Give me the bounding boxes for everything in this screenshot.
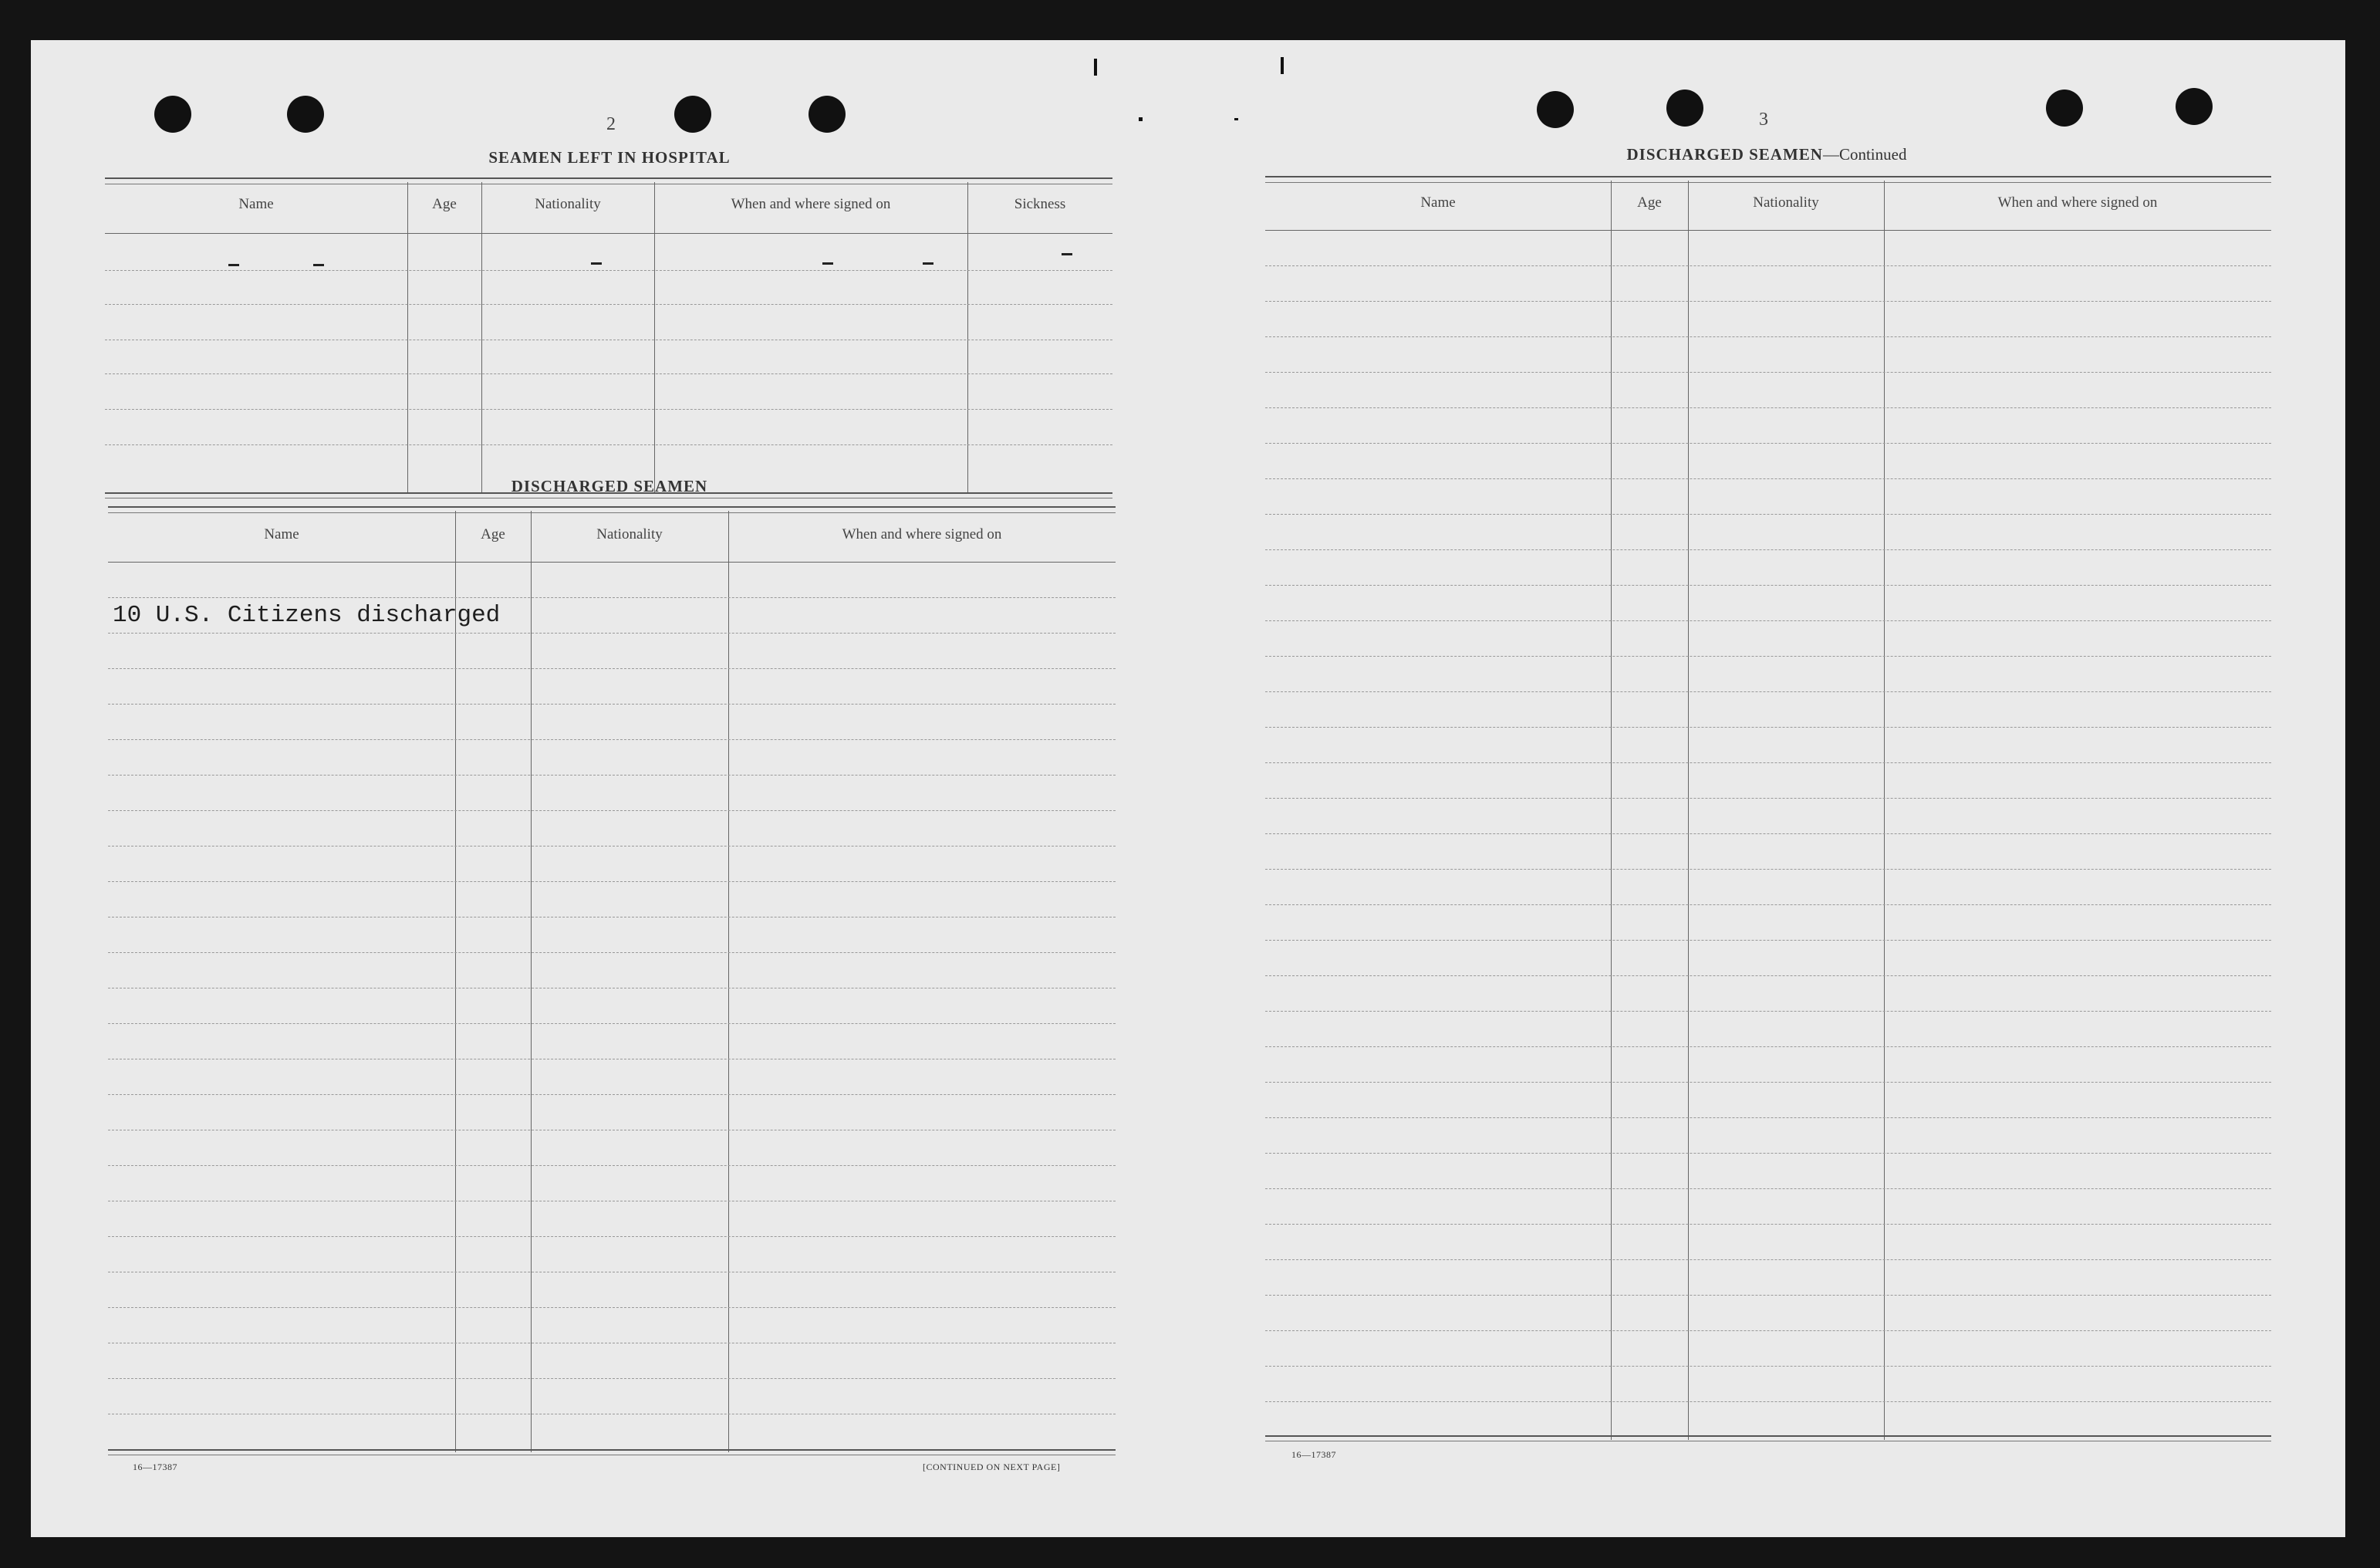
nil-dash [822,262,833,265]
stray-mark [1234,118,1238,120]
discharged-continued-title [1265,145,2268,164]
nil-dash [1062,253,1072,255]
column-header: Nationality [596,526,663,542]
hospital-section-title: SEAMEN LEFT IN HOSPITAL [488,148,731,167]
continued-note: [CONTINUED ON NEXT PAGE] [923,1462,1061,1472]
punch-hole [809,96,846,133]
nil-dash [923,262,933,265]
stray-mark [1139,117,1143,121]
nil-dash [228,264,239,266]
punch-hole [2176,88,2213,125]
nil-dash [591,262,602,265]
column-header: When and where signed on [1997,194,2158,211]
discharged-continued-table [1265,176,2271,1480]
column-header: Name [264,526,299,542]
discharged-section-title: DISCHARGED SEAMEN [511,477,708,495]
stray-mark [1094,59,1097,76]
column-header: Age [481,526,505,542]
column-header: When and where signed on [842,526,1002,542]
punch-hole [287,96,324,133]
punch-hole [1537,91,1574,128]
title-suffix: —Continued [1822,145,1907,164]
document-sheet [31,40,2345,1537]
punch-hole [154,96,191,133]
form-number: 16—17387 [133,1462,177,1472]
column-header: Sickness [1014,196,1066,212]
page-number: 2 [606,114,616,134]
column-header: Age [1637,194,1662,211]
punch-hole [2046,90,2083,127]
column-header: Age [432,196,457,212]
discharged-table [108,506,1116,1494]
nil-dash [313,264,324,266]
punch-hole [674,96,711,133]
page-number: 3 [1759,110,1768,130]
punch-hole [1666,90,1703,127]
typed-entry: 10 U.S. Citizens discharged [113,602,501,629]
hospital-table [105,177,1112,502]
column-header: Nationality [1753,194,1819,211]
column-header: Nationality [535,196,601,212]
column-header: Name [238,196,274,212]
column-header: Name [1420,194,1456,211]
stray-mark [1281,57,1284,74]
title-text: DISCHARGED SEAMEN [1626,145,1823,164]
column-header: When and where signed on [731,196,891,212]
form-number: 16—17387 [1291,1449,1336,1460]
